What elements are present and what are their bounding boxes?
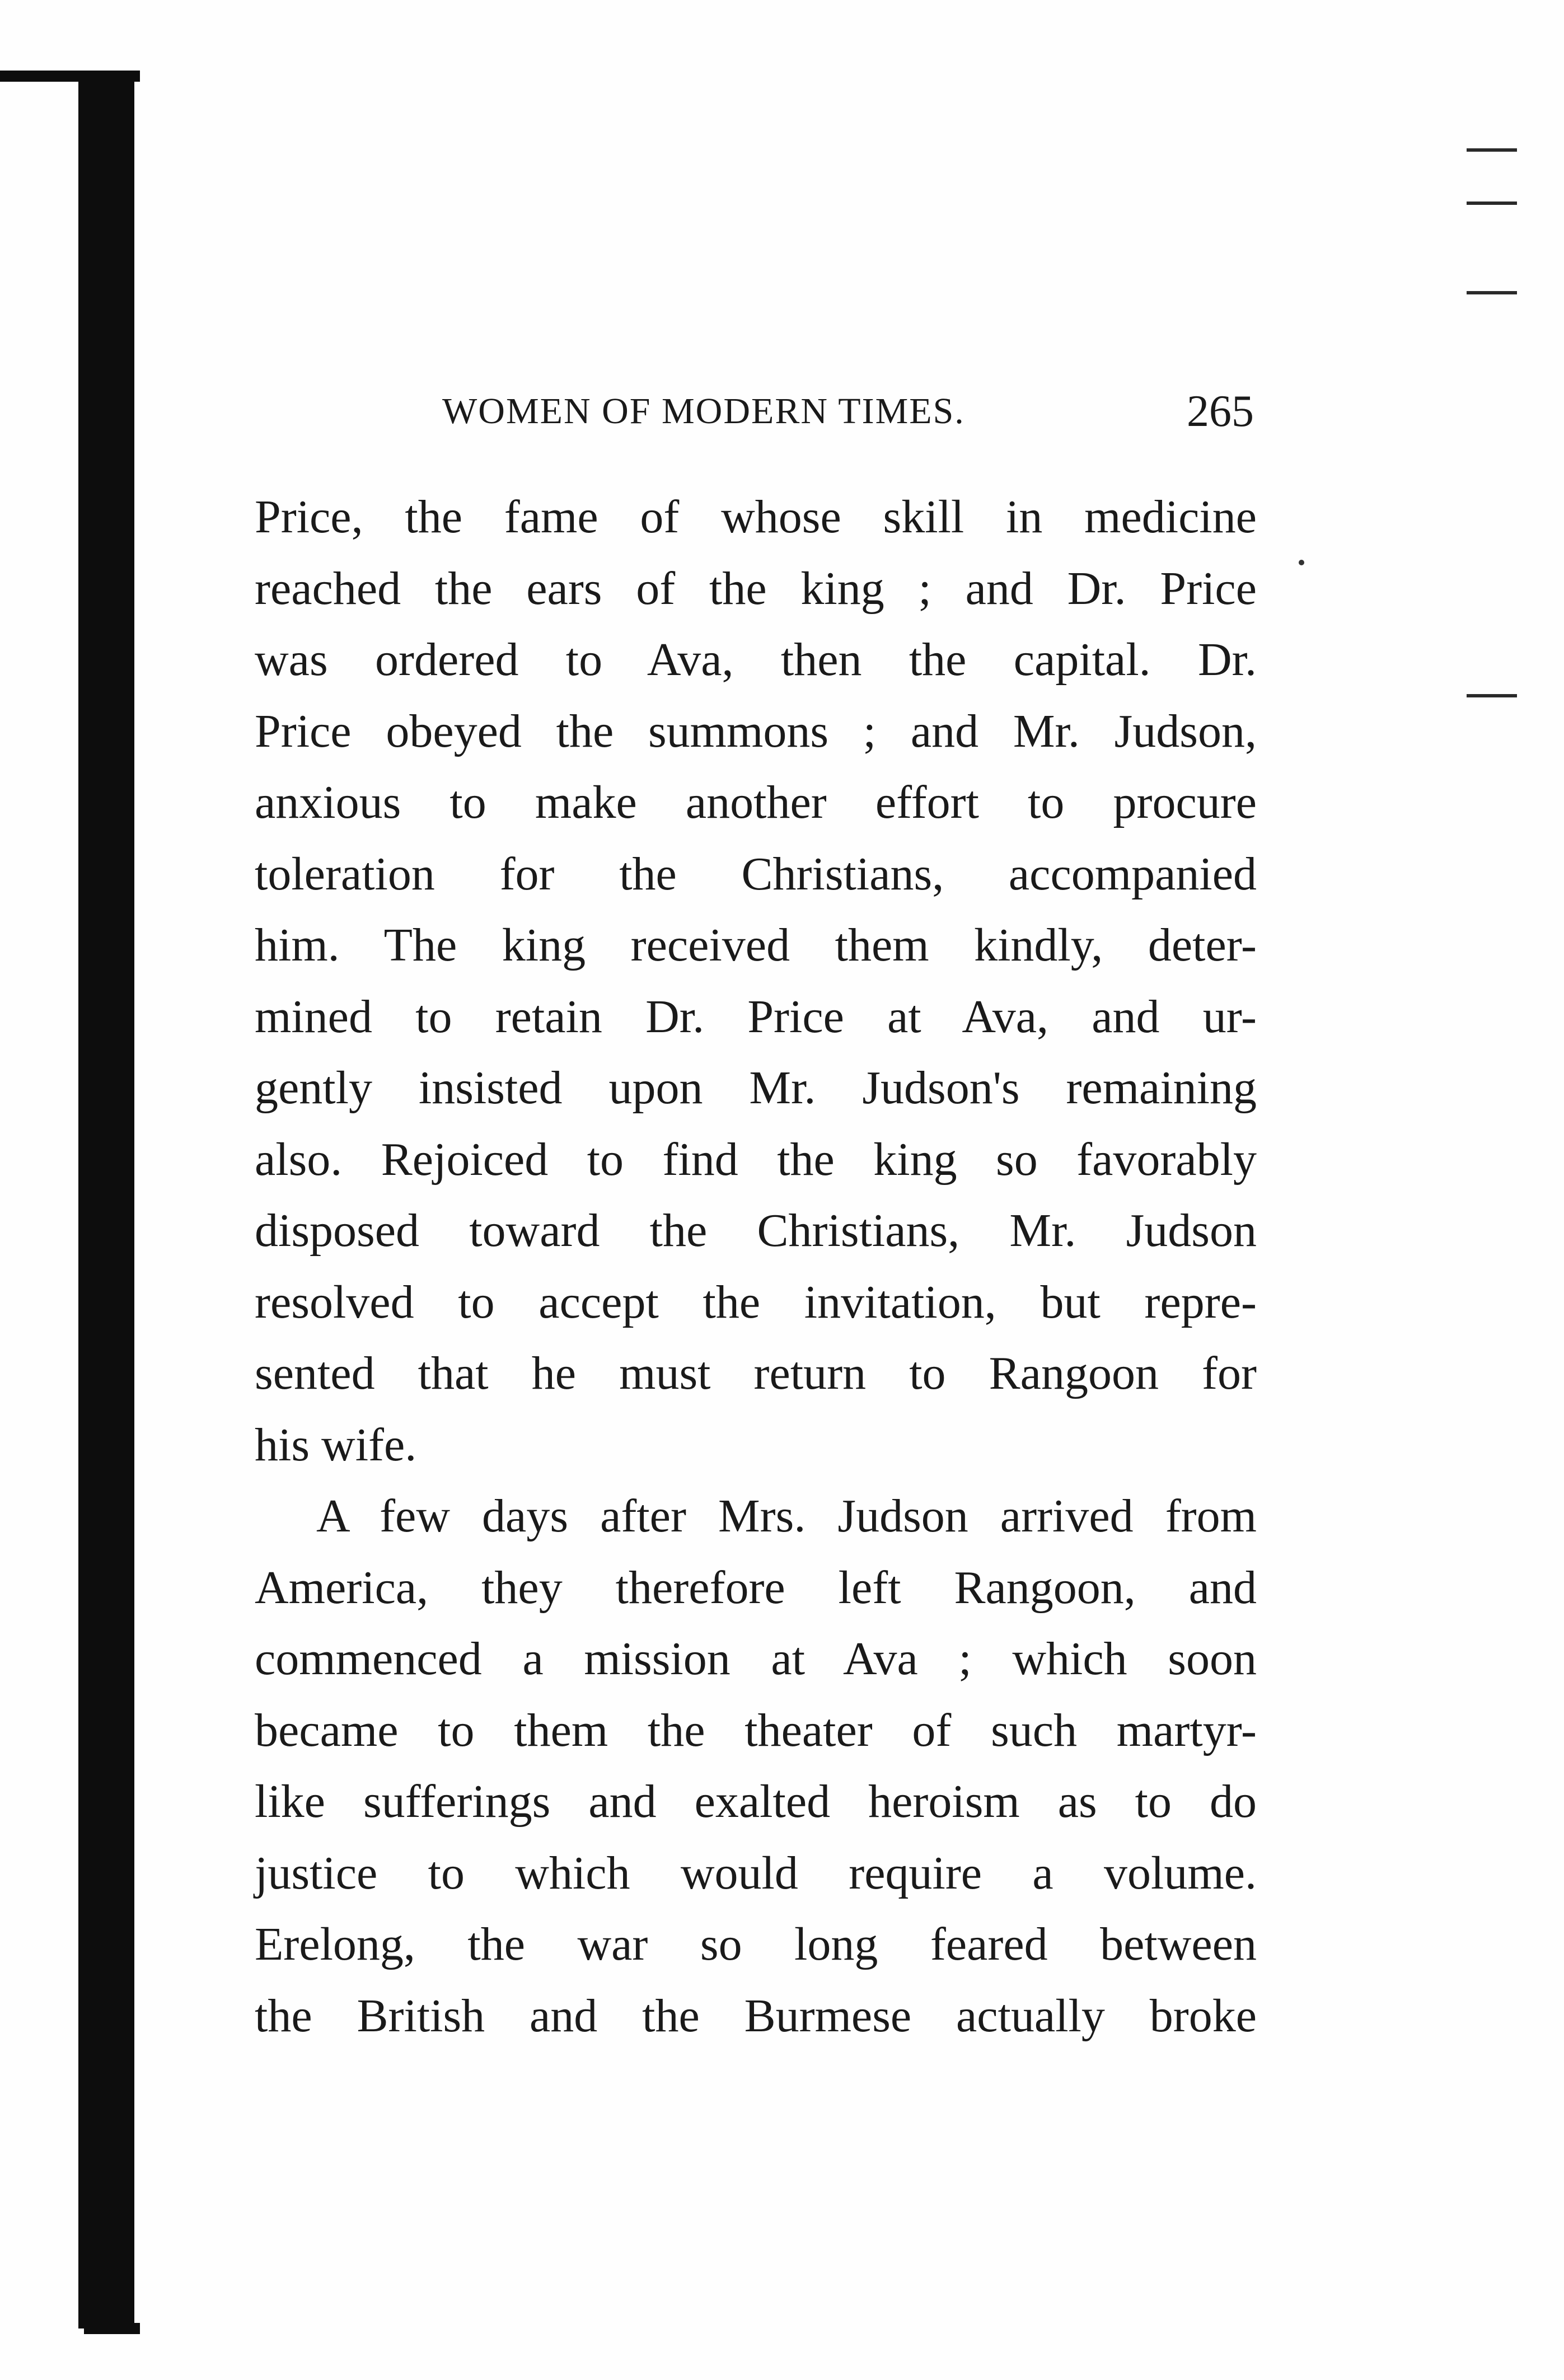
text-line: disposed toward the Christians, Mr. Judson — [255, 1205, 1257, 1257]
text-line: A few days after Mrs. Judson arrived from — [316, 1490, 1257, 1542]
text-line: became to them the theater of such martyr- — [255, 1704, 1257, 1756]
body-text — [255, 481, 1257, 2051]
text-line: his wife. — [255, 1418, 417, 1471]
margin-mark — [1467, 148, 1517, 152]
margin-mark — [1467, 694, 1517, 697]
scan-speck — [1299, 560, 1304, 565]
text-line: Price obeyed the summons ; and Mr. Judson, — [255, 705, 1257, 757]
text-line: anxious to make another effort to procure — [255, 776, 1257, 828]
text-line: reached the ears of the king ; and Dr. Price — [255, 562, 1257, 615]
text-line: toleration for the Christians, accompanied — [255, 847, 1257, 900]
text-line: gently insisted upon Mr. Judson's remaining — [255, 1062, 1257, 1114]
text-line: him. The king received them kindly, deter- — [255, 919, 1257, 971]
binding-edge-bottom — [84, 2323, 140, 2334]
text-line: commenced a mission at Ava ; which soon — [255, 1633, 1257, 1685]
text-line: mined to retain Dr. Price at Ava, and ur- — [255, 990, 1257, 1043]
text-line: Erelong, the war so long feared between — [255, 1918, 1257, 1970]
text-line: also. Rejoiced to find the king so favorably — [255, 1133, 1257, 1186]
margin-mark — [1467, 202, 1517, 205]
text-line: the British and the Burmese actually broke — [255, 1989, 1257, 2042]
text-line: like sufferings and exalted heroism as to do — [255, 1775, 1257, 1828]
text-line: Price, the fame of whose skill in medicine — [255, 491, 1257, 543]
text-line: resolved to accept the invitation, but repre- — [255, 1276, 1257, 1328]
running-title: WOMEN OF MODERN TIMES. — [442, 391, 965, 432]
text-line: justice to which would require a volume. — [255, 1847, 1257, 1899]
running-head — [257, 381, 1254, 442]
text-line: America, they therefore left Rangoon, and — [255, 1561, 1257, 1614]
margin-mark — [1467, 291, 1517, 294]
binding-edge — [78, 78, 134, 2329]
text-line: was ordered to Ava, then the capital. Dr. — [255, 634, 1257, 686]
page-number: 265 — [1187, 387, 1254, 436]
text-line: sented that he must return to Rangoon for — [255, 1347, 1257, 1399]
